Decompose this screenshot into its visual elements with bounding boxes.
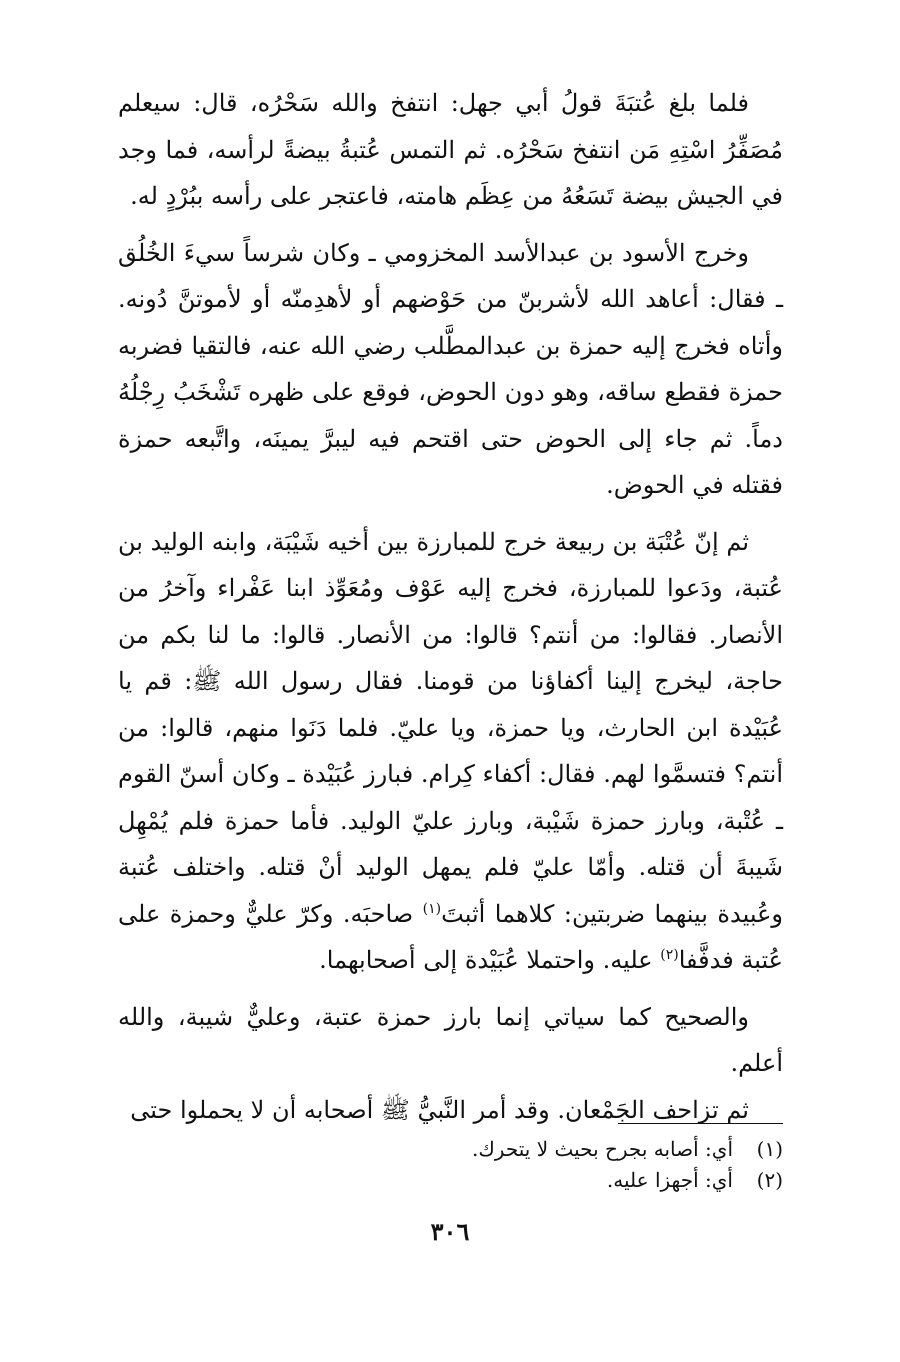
footnote-number: (١) (756, 1137, 783, 1161)
footnote-separator (618, 1123, 783, 1124)
footnote-text: أي: أجهزا عليه. (606, 1168, 733, 1192)
footnote-1 (200, 1134, 783, 1165)
footnote-marker-2: (٢) (660, 947, 679, 963)
footnote-2 (200, 1165, 783, 1196)
paragraph-4: والصحيح كما سياتي إنما بارز حمزة عتبة، وعليٌّ شيبة، والله أعلم. (118, 1002, 783, 1077)
paragraph-3-part-2: صاحبَه. وكرّ عليٌّ وحمزة على عُتبة فدفَّفا (118, 899, 783, 974)
footnotes (200, 1134, 783, 1196)
paragraph-5: ثم تزاحف الجَمْعان. وقد أمر النَّبيُّ ﷺ أصحابه أن لا يحملوا حتى (130, 1095, 749, 1124)
paragraph-3-part-3: عليه. واحتملا عُبَيْدة إلى أصحابهما. (319, 946, 661, 974)
paragraph-3-part-1: ثم إنّ عُتْبَة بن ربيعة خرج للمبارزة بين أخيه شَيْبَة، وابنه الوليد بن عُتبة، ودَعوا للمبارزة، فخرج إليه عَوْف ومُعَوِّذ ابنا عَفْراء وآخرُ من الأنصار. فقالوا: من أنتم؟ قالوا: من الأنصار. قالوا: ما لنا بكم من حاجة، ليخرج إلينا أكفاؤنا من قومنا. فقال رسول الله ﷺ: قم يا عُبَيْدة ابن الحارث، ويا حمزة، ويا عليّ. فلما دَنَوا منهم، قالوا: من أنتم؟ فتسمَّوا لهم. فقال: أكفاء كِرام. فبارز عُبَيْدة ـ وكان أسنّ القوم ـ عُتْبة، وبارز حمزة شَيْبة، وبارز عليّ الوليد. فأما حمزة فلم يُمْهِل شَيبةَ أن قتله. وأمّا عليّ فلم يمهل الوليد أنْ قتله. واختلف عُتبة وعُبيدة بينهما ضربتين: كلاهما أثبتَ (118, 527, 784, 928)
page-number: ٣٠٦ (430, 1217, 470, 1246)
footnote-text: أي: أصابه بجرح بحيث لا يتحرك. (471, 1137, 733, 1161)
paragraph-3 (118, 519, 783, 984)
paragraph-2: وخرج الأسود بن عبدالأسد المخزومي ـ وكان شرساً سيءَ الخُلُق ـ فقال: أعاهد الله لأشربنّ من حَوْضهم أو لأهدِمنّه أو لأموتنَّ دُونه. وأتاه فخرج إليه حمزة بن عبدالمطَّلب رضي الله عنه، فالتقيا فضربه حمزة فقطع ساقه، وهو دون الحوض، فوقع على ظهره تَشْخَبُ رِجْلُهُ دماً. ثم جاء إلى الحوض حتى اقتحم فيه ليبرَّ يمينَه، واتَّبعه حمزة فقتله في الحوض. (118, 238, 783, 499)
footnote-marker-1: (١) (422, 900, 442, 917)
body-text (118, 80, 783, 1133)
footnote-number: (٢) (756, 1168, 783, 1192)
paragraph-1: فلما بلغ عُتبَةَ قولُ أبي جهل: انتفخ والله سَحْرُه، قال: سيعلم مُصَفِّرُ اسْتِهِ مَن انتفخ سَحْرُه. ثم التمس عُتبةُ بيضةً لرأسه، فما وجد في الجيش بيضة تَسَعُهُ من عِظَم هامته، فاعتجر على رأسه ببُرْدٍ له. (118, 89, 784, 210)
